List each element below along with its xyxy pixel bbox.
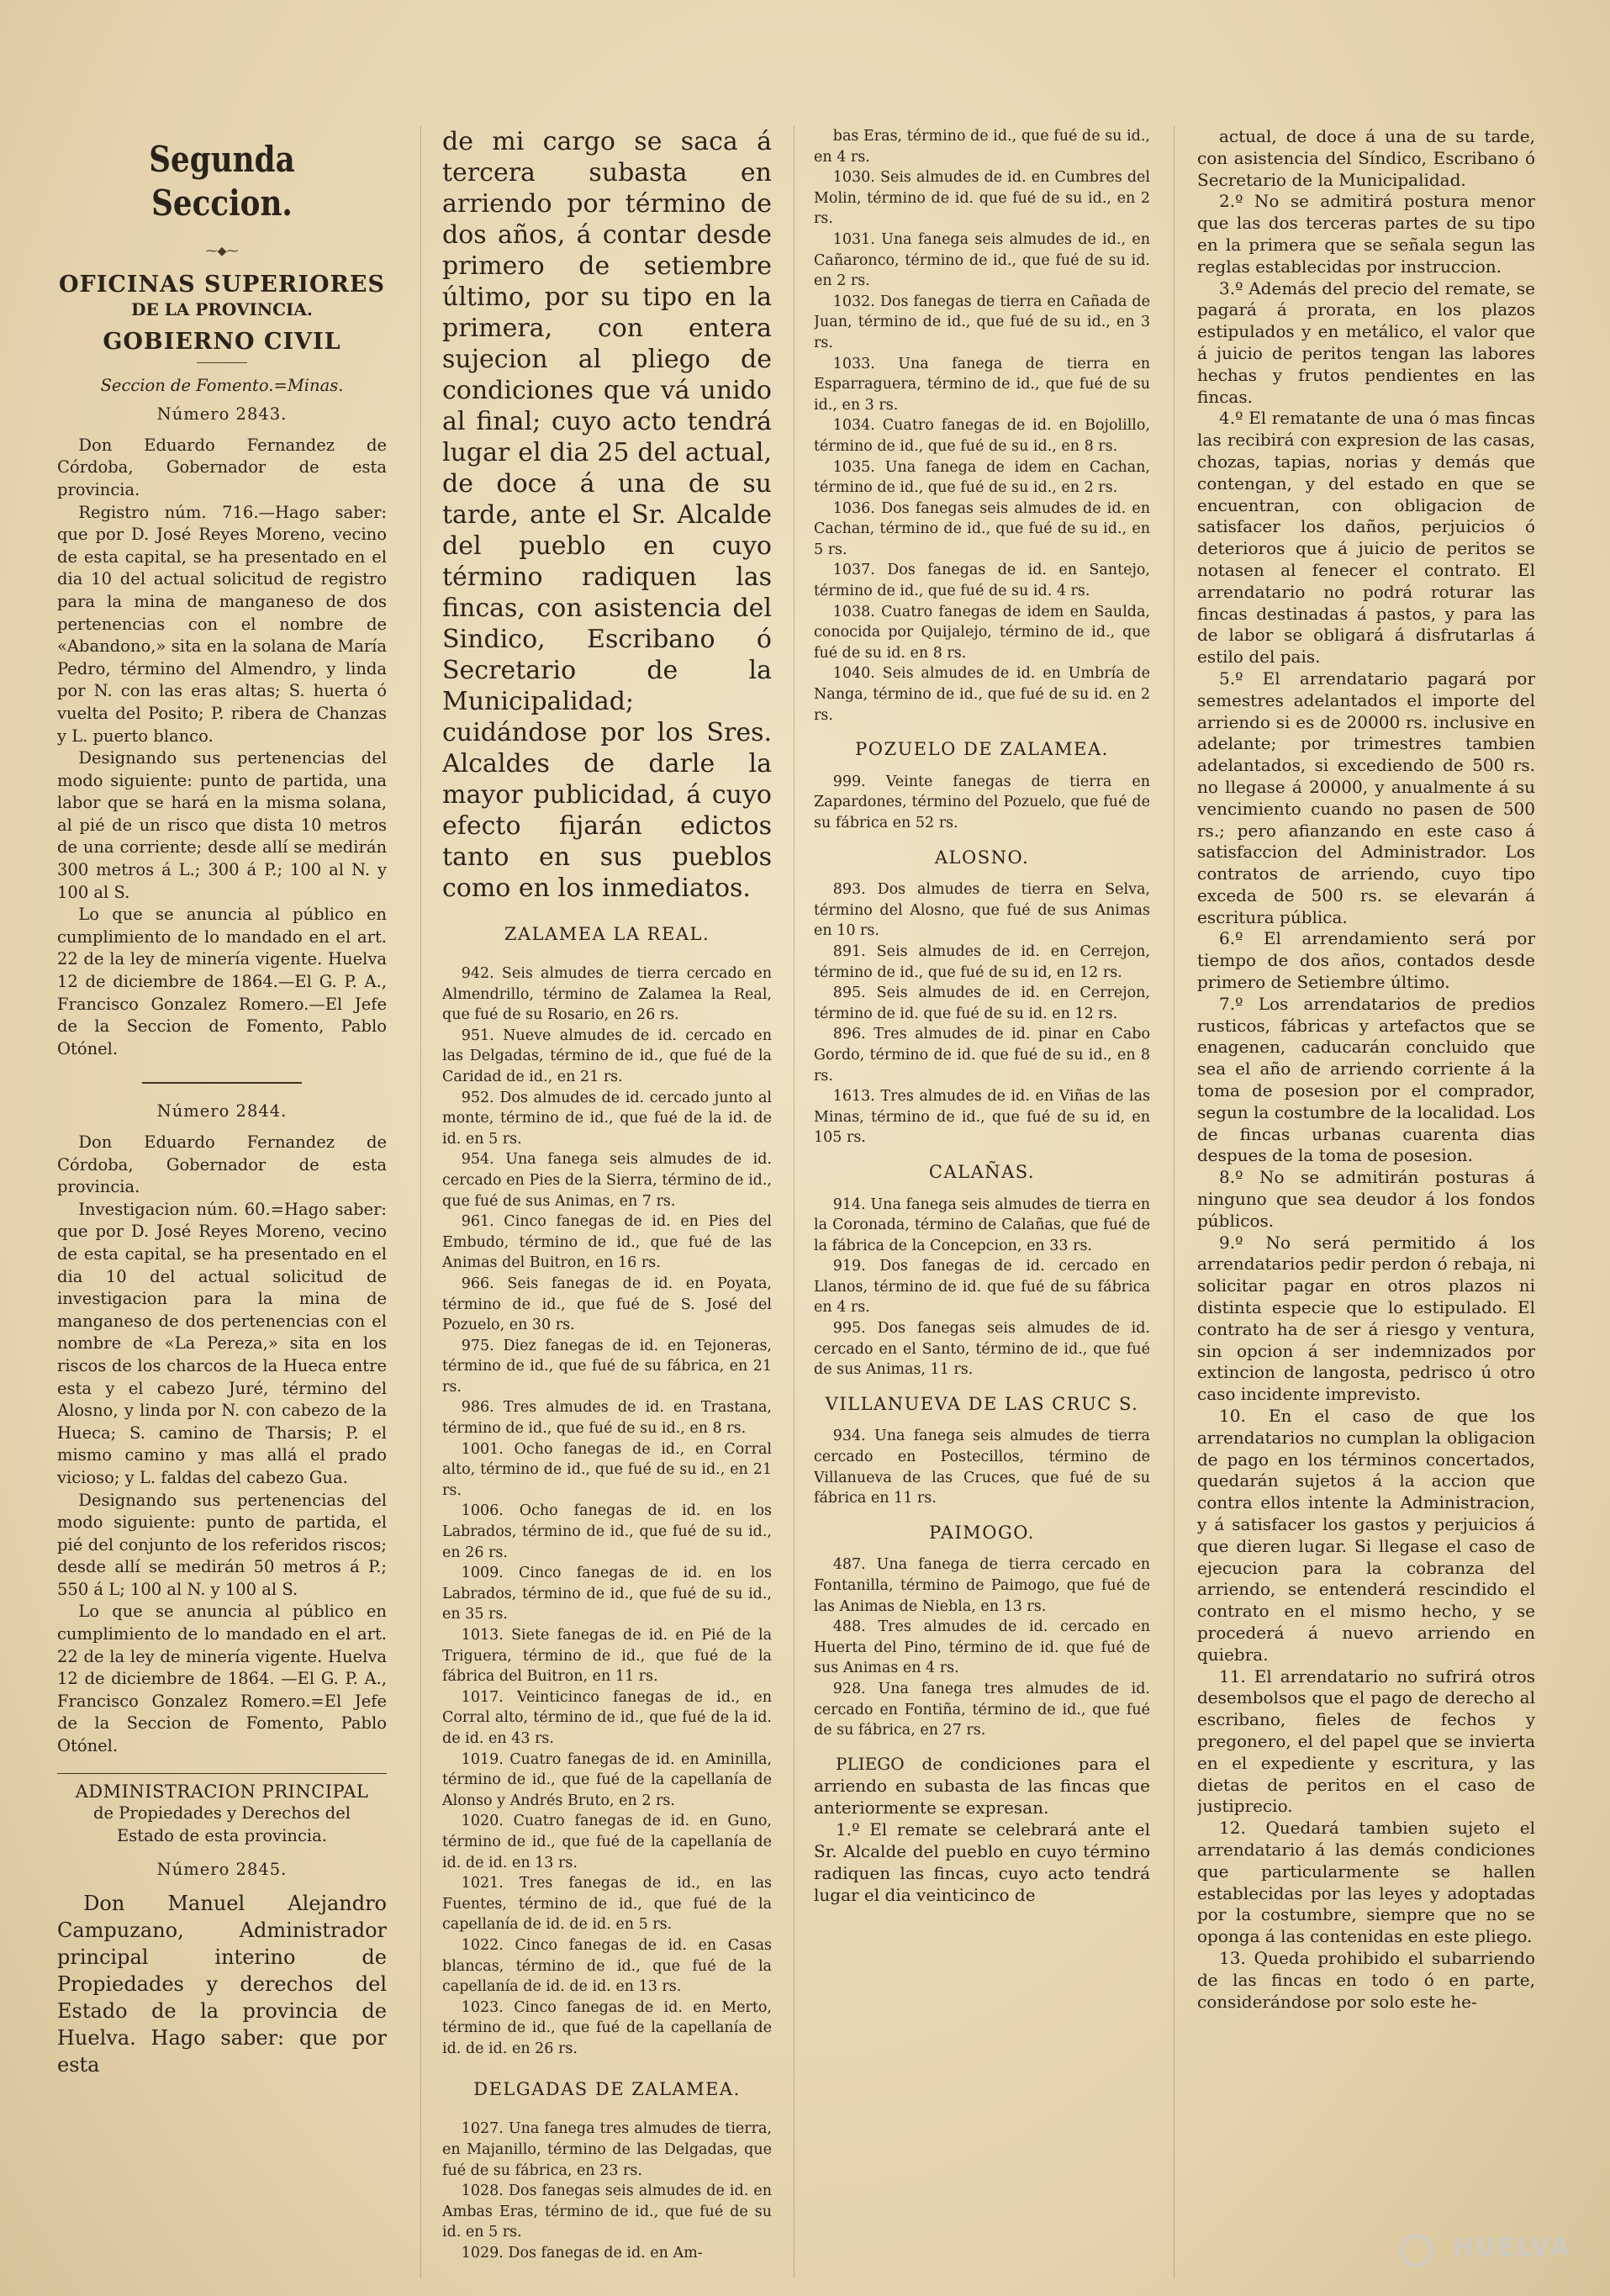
town-heading: POZUELO DE ZALAMEA. bbox=[855, 739, 1109, 760]
list-item: 999. Veinte fanegas de tierra en Zapardones, término del Pozuelo, que fué de su fábrica en 52 rs. bbox=[814, 773, 1150, 831]
list-item: 1038. Cuatro fanegas de idem en Saulda, conocida por Quijalejo, término de id., que fué de su id. en 8 rs. bbox=[814, 603, 1150, 662]
list-item: 1017. Veinticinco fanegas de id., en Corral alto, término de id., que fué de la id. de id. en 43 rs. bbox=[442, 1688, 772, 1747]
divider bbox=[142, 1082, 302, 1084]
list-item: 1035. Una fanega de idem en Cachan, término de id., que fué de su id., en 2 rs. bbox=[814, 458, 1150, 497]
column-4 bbox=[1197, 126, 1535, 2278]
list-item: 5.º El arrendatario pagará por semestres adelantados el importe del arriendo si es de 20000 rs. inclusive en adelante; por trimestres tambien adelantados, si excediendo de 500 rs. no llegase á 20000, y anualmente á su vencimiento cuando no pasen de 500 rs.; pero afianzando en este caso á satisfaccion del Administrador. Los contratos de arriendo, cuyo tipo exceda de 500 rs. se elevarán á escritura pública. bbox=[1197, 668, 1535, 927]
list-item: 3.º Además del precio del remate, se pagará á prorata, en los plazos estipulados y en metálico, el valor que á juicio de peritos tengan las labores hechas y frutos pendientes en las fincas. bbox=[1197, 277, 1535, 407]
list-item: 1030. Seis almudes de id. en Cumbres del Molin, término de id. que fué de su id., en 2 rs. bbox=[814, 169, 1150, 228]
list-item: 914. Una fanega seis almudes de tierra en la Coronada, término de Calañas, que fué de la fábrica de la Concepcion, en 33 rs. bbox=[814, 1196, 1150, 1254]
list-item: 1023. Cinco fanegas de id. en Merto, término de id., que fué de la capellanía de id. de id. en 26 rs. bbox=[442, 1998, 772, 2057]
list-item: 986. Tres almudes de id. en Trastana, término de id., que fué de su id., en 8 rs. bbox=[442, 1399, 772, 1438]
list-item: 1036. Dos fanegas seis almudes de id. en Cachan, término de id., que fué de su id., en 5 rs. bbox=[814, 499, 1150, 558]
list-item: 487. Una fanega de tierra cercado en Fontanilla, término de Paimogo, que fué de las Animas de Niebla, en 13 rs. bbox=[814, 1556, 1150, 1615]
paragraph: Don Eduardo Fernandez de Córdoba, Gobernador de esta provincia. bbox=[57, 435, 387, 499]
town-heading: VILLANUEVA DE LAS CRUC S. bbox=[825, 1393, 1139, 1414]
list-item: 919. Dos fanegas de id. cercado en Llanos, término de id. que fué de su fábrica en 4 rs. bbox=[814, 1258, 1150, 1317]
list-item: 1032. Dos fanegas de tierra en Cañada de Juan, término de id., que fué de su id., en 3 rs. bbox=[814, 293, 1150, 351]
list-item: 1031. Una fanega seis almudes de id., en Cañaronco, término de id., que fué de su id. en 2 rs. bbox=[814, 230, 1150, 290]
list-item: 4.º El rematante de una ó mas fincas las recibirá con expresion de las casas, chozas, tapias, norias y demás que contengan, y del estado en que se encuentran, con obligacion de satisfacer los daños, perjuicios ó deterioros que á juicio de peritos se notasen al fenecer el contrato. El arrendatario no podrá roturar las fincas destinadas á pastos, y para las de labor se obligará á disfrutarlas á estilo del pais. bbox=[1197, 408, 1535, 668]
list-item: 934. Una fanega seis almudes de tierra cercado en Postecillos, término de Villanueva de las Cruces, que fué de su fábrica en 11 rs. bbox=[814, 1428, 1150, 1507]
list-item: 1028. Dos fanegas seis almudes de id. en Ambas Eras, término de id., que fué de su id. en 5 rs. bbox=[442, 2183, 772, 2241]
list-item: 975. Diez fanegas de id. en Tejoneras, término de id., que fué de su fábrica, en 21 rs. bbox=[442, 1337, 772, 1396]
divider bbox=[197, 362, 247, 363]
list-item: 1009. Cinco fanegas de id. en los Labrados, término de id., que fué de su id., en 35 rs. bbox=[442, 1565, 772, 1623]
property-list bbox=[814, 1195, 1150, 1380]
list-item: 942. Seis almudes de tierra cercado en Almendrillo, término de Zalamea la Real, que fué de su Rosario, en 26 rs. bbox=[442, 965, 772, 1024]
property-list bbox=[814, 772, 1150, 834]
watermark: HUELVA bbox=[1452, 2233, 1571, 2262]
town-heading: CALAÑAS. bbox=[928, 1161, 1036, 1182]
list-item: 1027. Una fanega tres almudes de tierra, en Majanillo, término de las Delgadas, que fué de su fábrica, en 23 rs. bbox=[442, 2120, 772, 2179]
watermark-icon bbox=[1400, 2234, 1433, 2267]
list-item: 10. En el caso de que los arrendatarios no cumplan la obligacion de pago en los términos concertados, quedarán sujetos á la accion que contra ellos intente la Administracion, y á satisfacer los gastos y perjuicios á que dieren lugar. Si llegase el caso de ejecucion para la cobranza del arriendo, se entenderá rescindido el contrato en el mismo hecho, y se procederá á nuevo arriendo en quiebra. bbox=[1197, 1406, 1535, 1665]
list-item: 928. Una fanega tres almudes de id. cercado en Fontiña, término de id., que fué de su fábrica, en 27 rs. bbox=[814, 1680, 1150, 1739]
list-item: 966. Seis fanegas de id. en Poyata, término de id., que fué de S. José del Pozuelo, en 30 rs. bbox=[442, 1275, 772, 1334]
town-heading: PAIMOGO. bbox=[929, 1522, 1035, 1543]
paragraph: Don Eduardo Fernandez de Córdoba, Gobernador de esta provincia. bbox=[57, 1132, 387, 1197]
list-item: actual, de doce á una de su tarde, con asistencia del Síndico, Escribano ó Secretario de la Municipalidad. bbox=[1197, 126, 1535, 190]
paragraph: PLIEGO de condiciones para el arriendo en subasta de las fincas que anteriormente se expresan. bbox=[814, 1753, 1150, 1818]
list-item: 951. Nueve almudes de id. cercado en las Delgadas, término de id., que fué de la Caridad de id., en 21 rs. bbox=[442, 1027, 772, 1085]
list-item: 1040. Seis almudes de id. en Umbría de Nanga, término de id., que fué de su id. en 2 rs. bbox=[814, 665, 1150, 724]
list-item: 9.º No será permitido á los arrendatarios pedir perdon ó rebaja, ni solicitar pagar en otros plazos ni distinta especie que lo estipulado. El contrato ha de ser á riesgo y ventura, sin opcion á ser indemnizados por extincion de langosta, pedrisco ú otro caso incidente imprevisto. bbox=[1197, 1232, 1535, 1405]
paragraph: Investigacion núm. 60.=Hago saber: que por D. José Reyes Moreno, vecino de esta capital, se ha presentado en el dia 10 del actual solicitud de investigacion para la mina de manganeso de dos pertenencias con el nombre de «La Pereza,» sita en los riscos de los charcos de la Hueca entre esta y el cabezo Juré, término del Alosno, y linda por N. con cabezo de la Hueca; S. camino de Tharsis; P. el mismo camino y mas allá el prado vicioso; y L. faldas del cabezo Gua. bbox=[57, 1199, 387, 1487]
heading-gobierno: GOBIERNO CIVIL bbox=[103, 328, 341, 355]
heading-sub: Estado de esta provincia. bbox=[117, 1825, 327, 1845]
town-heading: ALOSNO. bbox=[934, 847, 1030, 868]
list-item: 1037. Dos fanegas de id. en Santejo, término de id., que fué de su id. 4 rs. bbox=[814, 562, 1150, 600]
list-item: 995. Dos fanegas seis almudes de id. cercado en el Santo, término de id., que fué de sus Animas, 11 rs. bbox=[814, 1320, 1150, 1379]
paragraph: Designando sus pertenencias del modo siguiente: punto de partida, una labor que se hará en la misma solana, al pié de un risco que dista 10 metros de una corriente; desde allí se medirán 300 metros á L.; 300 á P.; 100 al N. y 100 al S. bbox=[57, 748, 387, 902]
column-rule bbox=[420, 126, 421, 2278]
property-list bbox=[814, 1554, 1150, 1740]
notice-number: Número 2844. bbox=[156, 1101, 288, 1122]
list-item: 1029. Dos fanegas de id. en Am- bbox=[461, 2245, 703, 2262]
town-heading: DELGADAS DE ZALAMEA. bbox=[473, 2079, 741, 2100]
list-item: 2.º No se admitirá postura menor que las dos terceras partes de su tipo en la primera que se señala segun las reglas establecidas por instruccion. bbox=[1197, 191, 1535, 277]
ornament: ⁓◆⁓ bbox=[205, 245, 239, 258]
town-heading: ZALAMEA LA REAL. bbox=[504, 924, 710, 944]
list-item: 1022. Cinco fanegas de id. en Casas blancas, término de id., que fué de la capellanía de id. de id. en 13 rs. bbox=[442, 1936, 772, 1996]
paragraph: Registro núm. 716.—Hago saber: que por D. José Reyes Moreno, vecino de esta capital, se ha presentado en el dia 10 del actual solicitud de registro para la mina de manganeso de dos pertenencias con el nombre de «Abandono,» sita en la solana de María Pedro, término del Almendro, y linda por N. con las eras altas; S. huerta ó vuelta del Posito; P. ribera de Chanzas y L. puerto blanco. bbox=[57, 502, 387, 746]
list-item: 1613. Tres almudes de id. en Viñas de las Minas, término de id., que fué de su id, en 105 rs. bbox=[814, 1088, 1150, 1147]
paragraph: de mi cargo se saca á tercera subasta en arriendo por término de dos años, á contar desde primero de setiembre último, por su tipo en la primera, con entera sujecion al pliego de condiciones que vá unido al final; cuyo acto tendrá lugar el dia 25 del actual, de doce á una de su tarde, ante el Sr. Alcalde del pueblo en cuyo término radiquen las fincas, con asistencia del Sindico, Escribano ó Secretario de la Municipalidad; cuidándose por los Sres. Alcaldes de darle la mayor publicidad, á cuyo efecto fijarán edictos tanto en sus pueblos como en los inmediatos. bbox=[442, 127, 772, 903]
paragraph: Lo que se anuncia al público en cumplimiento de lo mandado en el art. 22 de la ley de minería vigente. Huelva 12 de diciembre de 1864.—El G. P. A., Francisco Gonzalez Romero.—El Jefe de la Seccion de Fomento, Pablo Otónel. bbox=[57, 905, 387, 1058]
paragraph: Lo que se anuncia al público en cumplimiento de lo mandado en el art. 22 de la ley de minería vigente. Huelva 12 de diciembre de 1864. —El G. P. A., Francisco Gonzalez Romero.=El Jefe de la Seccion de Fomento, Pablo Otónel. bbox=[57, 1602, 387, 1756]
paragraph: Designando sus pertenencias del modo siguiente: punto de partida, el pié del conjunto de los referidos riscos; desde allí se medirán 50 metros á P.; 550 á L; 100 al N. y 100 al S. bbox=[57, 1490, 387, 1599]
list-item: 7.º Los arrendatarios de predios rusticos, fábricas y artefactos que se enagenen, caducarán concluido que sea el año de arriendo corriente á la toma de posesion por el comprador, segun la costumbre de la localidad. Los de fincas urbanas cuarenta dias despues de la toma de posesion. bbox=[1197, 993, 1535, 1166]
property-list bbox=[442, 963, 772, 2059]
list-item: 895. Seis almudes de id. en Cerrejon, término de id. que fué de su id. en 12 rs. bbox=[814, 984, 1150, 1022]
heading-oficinas: OFICINAS SUPERIORES bbox=[59, 271, 385, 298]
paragraph: Don Manuel Alejandro Campuzano, Administrador principal interino de Propiedades y derechos del Estado de la provincia de Huelva. Hago saber: que por esta bbox=[57, 1892, 387, 2077]
column-3 bbox=[814, 126, 1150, 2278]
column-1 bbox=[57, 126, 387, 2278]
column-2 bbox=[442, 126, 772, 2278]
paragraph: 1.º El remate se celebrará ante el Sr. Alcalde del pueblo en cuyo término radiquen las fincas, cuyo acto tendrá lugar el dia veinticinco de bbox=[814, 1818, 1150, 1905]
property-list bbox=[442, 2119, 772, 2263]
column-rule bbox=[1174, 126, 1175, 2278]
list-item: 1021. Tres fanegas de id., en las Fuentes, término de id., que fué de la capellanía de id. de id. en 5 rs. bbox=[442, 1875, 772, 1934]
property-list bbox=[814, 1426, 1150, 1508]
list-item: 1013. Siete fanegas de id. en Pié de la Triguera, término de id., que fué de la fábrica del Buitron, en 11 rs. bbox=[442, 1627, 772, 1686]
section-title: Segunda Seccion. bbox=[149, 139, 295, 224]
list-item: 896. Tres almudes de id. pinar en Cabo Gordo, término de id. que fué de su id., en 8 rs. bbox=[814, 1026, 1150, 1085]
list-item: 954. Una fanega seis almudes de id. cercado en Pies de la Sierra, término de id., que fué de sus Animas, en 7 rs. bbox=[442, 1151, 772, 1210]
list-item: 1034. Cuatro fanegas de id. en Bojolillo, término de id., que fué de su id., en 8 rs. bbox=[814, 417, 1150, 455]
list-item: 13. Queda prohibido el subarriendo de las fincas en todo ó en parte, considerándose por solo este he- bbox=[1197, 1947, 1535, 2012]
heading-provincia: DE LA PROVINCIA. bbox=[131, 298, 313, 319]
list-item: 891. Seis almudes de id. en Cerrejon, término de id., que fué de su id, en 12 rs. bbox=[814, 942, 1150, 981]
list-item: 8.º No se admitirán posturas á ninguno que sea deudor á los fondos públicos. bbox=[1197, 1167, 1535, 1231]
list-item: 1020. Cuatro fanegas de id. en Guno, término de id., que fué de la capellanía de id. de id. en 13 rs. bbox=[442, 1813, 772, 1871]
heading-administracion: ADMINISTRACION PRINCIPAL bbox=[75, 1781, 369, 1802]
list-item: 961. Cinco fanegas de id. en Pies del Embudo, término de id., que fué de las Animas del Buitron, en 16 rs. bbox=[442, 1213, 772, 1272]
list-item: 1001. Ocho fanegas de id., en Corral alto, término de id., que fué de su id., en 21 rs. bbox=[442, 1440, 772, 1499]
heading-sub: de Propiedades y Derechos del bbox=[93, 1803, 351, 1824]
list-item: 6.º El arrendamiento será por tiempo de dos años, contados desde primero de Setiembre último. bbox=[1197, 928, 1535, 993]
list-item: 11. El arrendatario no sufrirá otros desembolsos que el pago de derecho al escribano, fieles de fechos y pregonero, el del papel que se invierta en el expediente y escritura, y las dietas de peritos en el caso de justiprecio. bbox=[1197, 1665, 1535, 1817]
list-item: 1033. Una fanega de tierra en Esparraguera, término de id., que fué de su id., en 3 rs. bbox=[814, 355, 1150, 414]
divider bbox=[57, 1773, 387, 1774]
property-list bbox=[814, 126, 1150, 726]
notice-number: Número 2845. bbox=[156, 1860, 288, 1880]
notice-number: Número 2843. bbox=[156, 404, 288, 425]
list-item: 1006. Ocho fanegas de id. en los Labrados, término de id., que fué de su id., en 26 rs. bbox=[442, 1502, 772, 1561]
list-item: 1019. Cuatro fanegas de id. en Aminilla, término de id., que fué de la capellanía de Alonso y Andrés Bruto, en 2 rs. bbox=[442, 1750, 772, 1809]
list-item: 952. Dos almudes de id. cercado junto al monte, término de id., que fué de la id. de id. en 5 rs. bbox=[442, 1089, 772, 1148]
list-item: bas Eras, término de id., que fué de su id., en 4 rs. bbox=[814, 128, 1150, 166]
subsection-title: Seccion de Fomento.=Minas. bbox=[100, 375, 344, 395]
list-item: 893. Dos almudes de tierra en Selva, término del Alosno, que fué de sus Animas en 10 rs. bbox=[814, 881, 1150, 940]
property-list bbox=[814, 879, 1150, 1148]
list-item: 12. Quedará tambien sujeto el arrendatario á las demás condiciones que particularmente se hallen establecidas por las leyes y adoptadas por la costumbre, siempre que no se oponga á las contenidas en este pliego. bbox=[1197, 1818, 1535, 1947]
list-item: 488. Tres almudes de id. cercado en Huerta del Pino, término de id. que fué de sus Animas en 4 rs. bbox=[814, 1618, 1150, 1677]
